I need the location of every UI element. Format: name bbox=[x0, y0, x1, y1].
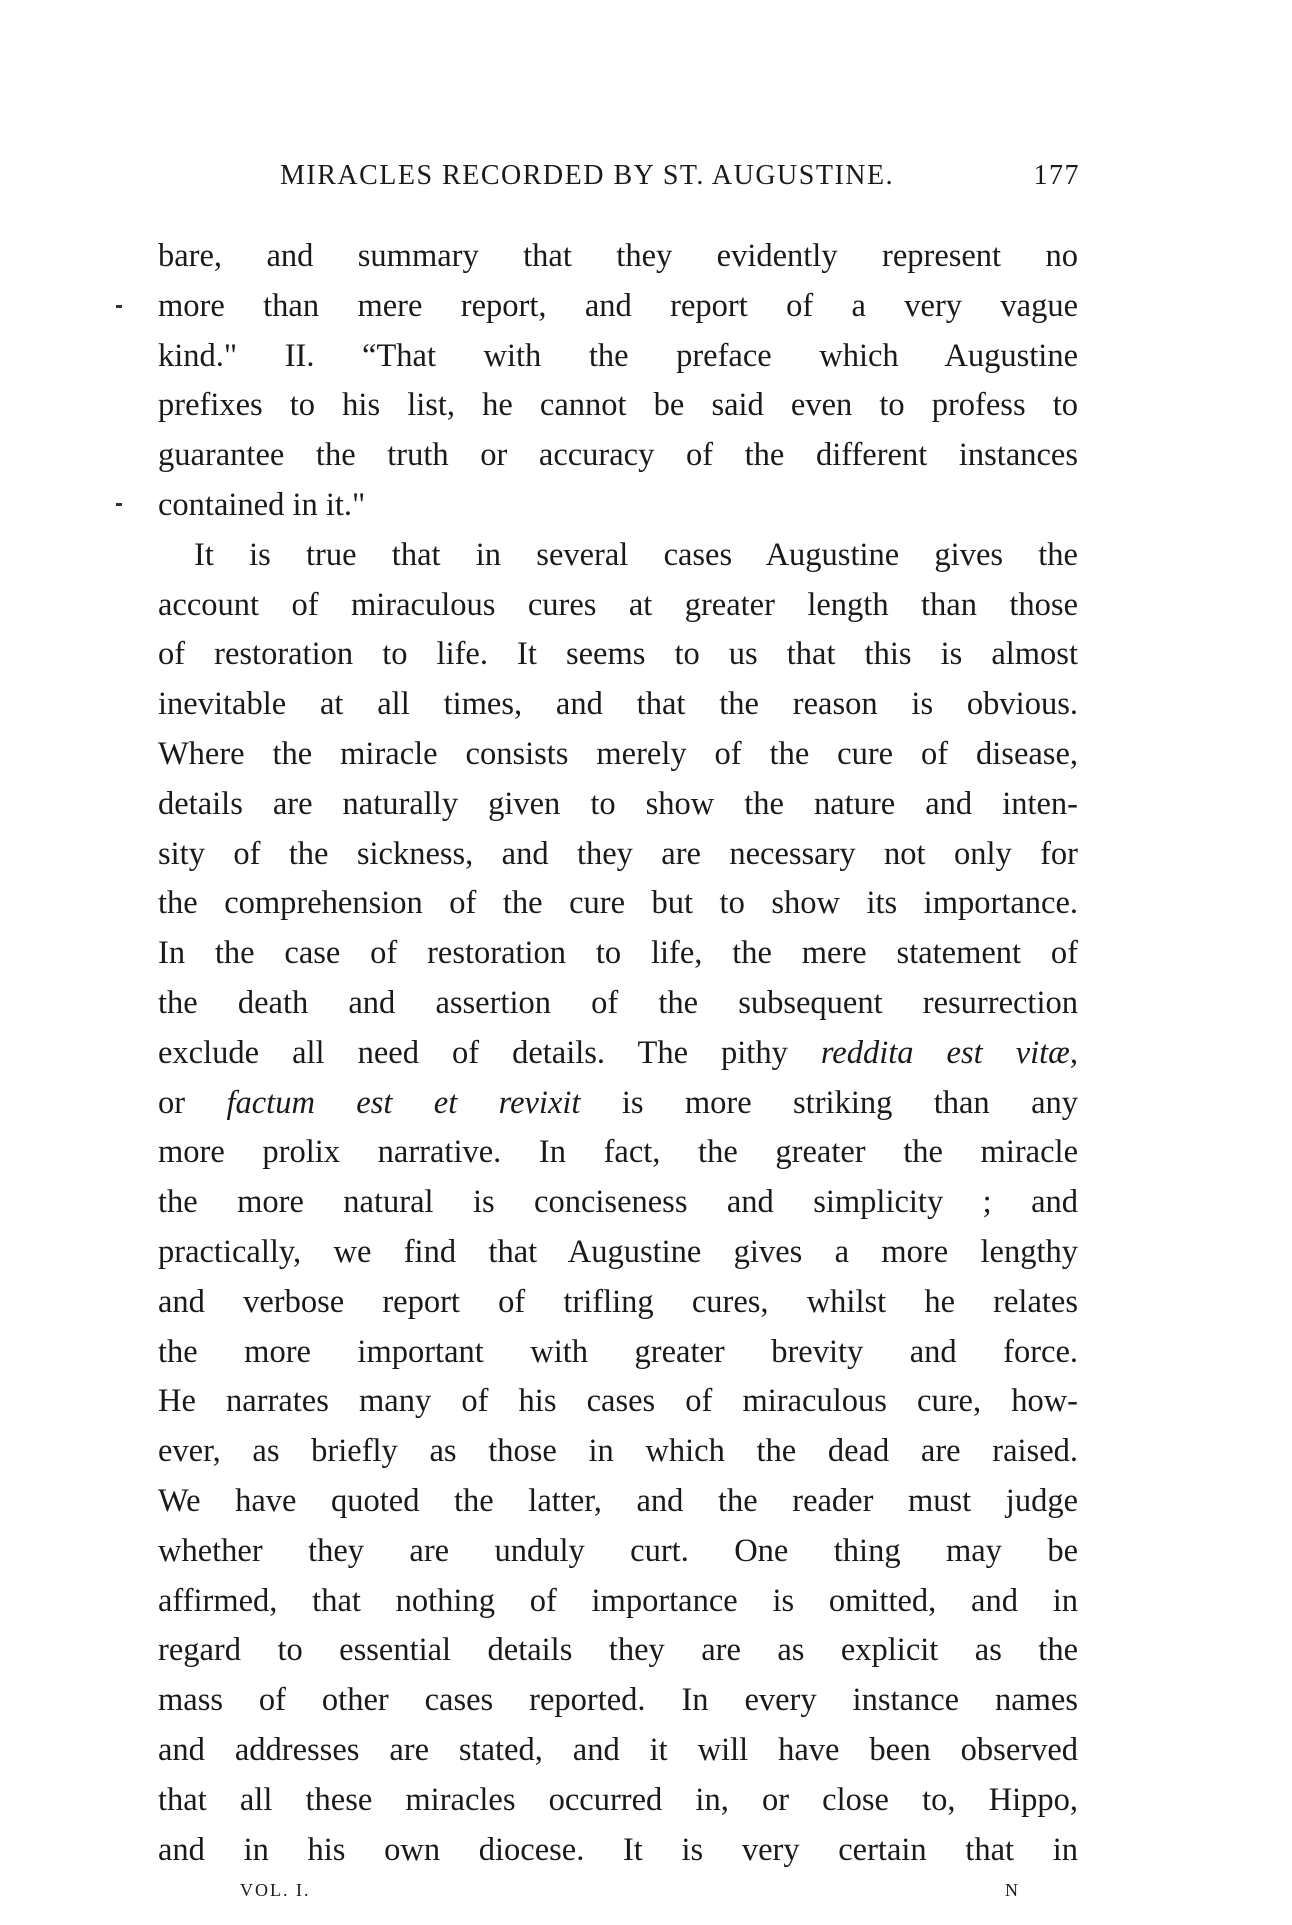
text-line: account of miraculous cures at greater length than those bbox=[158, 586, 1078, 623]
text-run: exclude all need of details. The pithy bbox=[158, 1034, 821, 1071]
text-line: contained in it." bbox=[158, 486, 366, 523]
text-line: the more important with greater brevity and force. bbox=[158, 1333, 1078, 1370]
latin-phrase: factum est et revixit bbox=[226, 1084, 581, 1121]
text-line: more prolix narrative. In fact, the greater the miracle bbox=[158, 1134, 1078, 1171]
text-line: and addresses are stated, and it will have been observed bbox=[158, 1731, 1078, 1768]
body-text bbox=[158, 232, 1078, 1875]
text-line: details are naturally given to show the nature and inten- bbox=[158, 785, 1078, 822]
text-line: sity of the sickness, and they are necessary not only for bbox=[158, 835, 1078, 872]
text-line: In the case of restoration to life, the mere statement of bbox=[158, 935, 1078, 972]
text-line: that all these miracles occurred in, or close to, Hippo, bbox=[158, 1781, 1078, 1818]
text-line: guarantee the truth or accuracy of the different instances bbox=[158, 437, 1078, 474]
text-line: the death and assertion of the subsequent resurrection bbox=[158, 984, 1078, 1021]
text-line: kind." II. “That with the preface which Augustine bbox=[158, 337, 1078, 374]
paragraph-first-line: It is true that in several cases Augustine gives the bbox=[194, 536, 1078, 573]
text-line: and verbose report of trifling cures, whilst he relates bbox=[158, 1283, 1078, 1320]
text-line: affirmed, that nothing of importance is omitted, and in bbox=[158, 1582, 1078, 1619]
running-title: MIRACLES RECORDED BY ST. AUGUSTINE. bbox=[280, 160, 895, 191]
text-run: is more striking than any bbox=[580, 1084, 1078, 1121]
text-line: We have quoted the latter, and the reader must judge bbox=[158, 1482, 1078, 1519]
signature-letter: N bbox=[1005, 1880, 1020, 1900]
page-footer bbox=[240, 1880, 1040, 1910]
margin-mark bbox=[116, 503, 122, 506]
latin-phrase: reddita est vitæ, bbox=[820, 1034, 1078, 1071]
text-line: bare, and summary that they evidently represent no bbox=[158, 238, 1078, 274]
volume-signature: VOL. I. bbox=[240, 1880, 311, 1900]
text-line: the more natural is conciseness and simplicity ; and bbox=[158, 1184, 1078, 1221]
text-line: He narrates many of his cases of miraculous cure, how- bbox=[158, 1383, 1078, 1420]
text-line: more than mere report, and report of a very vague bbox=[158, 287, 1078, 324]
text-line: ever, as briefly as those in which the dead are raised. bbox=[158, 1433, 1078, 1470]
text-line: and in his own diocese. It is very certain that in bbox=[158, 1831, 1078, 1868]
text-line: regard to essential details they are as explicit as the bbox=[158, 1632, 1078, 1669]
page-number: 177 bbox=[1033, 160, 1080, 191]
text-line: the comprehension of the cure but to show its importance. bbox=[158, 885, 1078, 922]
text-line: inevitable at all times, and that the reason is obvious. bbox=[158, 686, 1078, 723]
text-line: Where the miracle consists merely of the cure of disease, bbox=[158, 735, 1078, 772]
text-line: practically, we find that Augustine gives a more lengthy bbox=[158, 1233, 1078, 1270]
text-line bbox=[158, 1079, 1078, 1129]
text-line: prefixes to his list, he cannot be said even to profess to bbox=[158, 387, 1078, 424]
text-line: mass of other cases reported. In every instance names bbox=[158, 1682, 1078, 1719]
running-head bbox=[280, 160, 1080, 200]
text-line: whether they are unduly curt. One thing may be bbox=[158, 1532, 1078, 1569]
margin-mark bbox=[116, 305, 122, 308]
text-run: or bbox=[158, 1084, 227, 1121]
text-line bbox=[158, 1029, 1078, 1079]
text-line: of restoration to life. It seems to us that this is almost bbox=[158, 636, 1078, 673]
